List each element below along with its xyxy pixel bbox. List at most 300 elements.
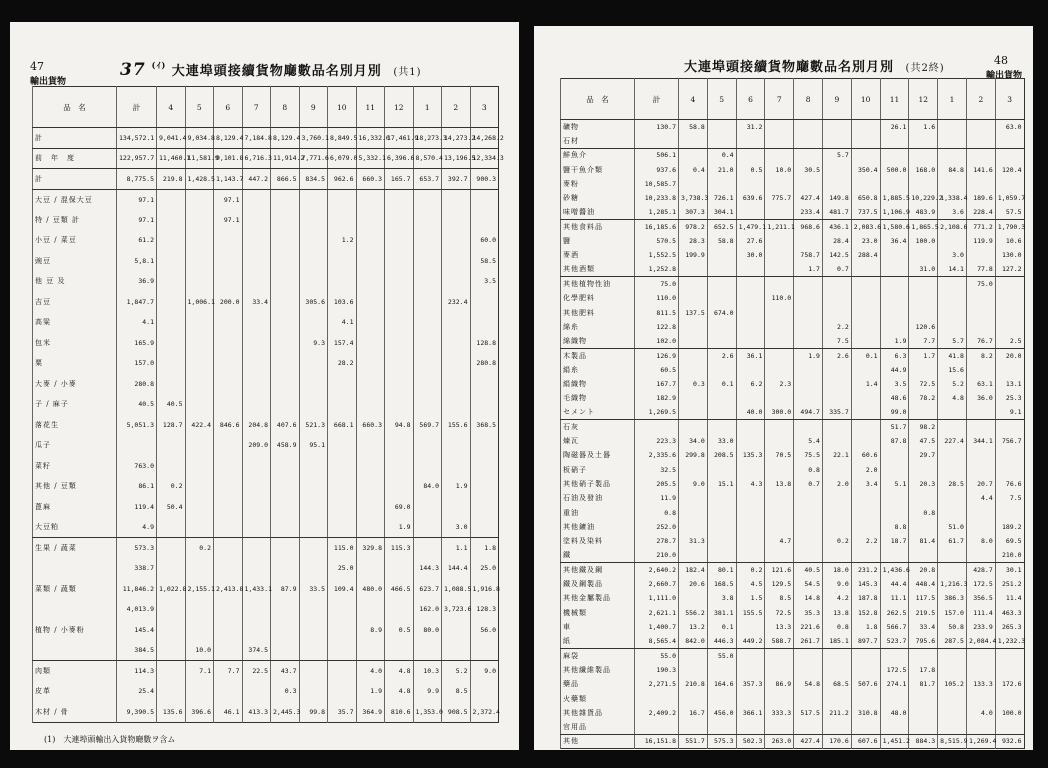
cell: 481.7 — [822, 205, 851, 219]
cell — [880, 177, 909, 191]
cell: 130.7 — [635, 120, 679, 134]
cell: 261.7 — [794, 634, 823, 648]
cell: 40.5 — [794, 563, 823, 577]
cell: 94.8 — [385, 415, 414, 436]
cell: 4.3 — [736, 477, 765, 491]
cell — [157, 210, 186, 231]
cell — [242, 538, 271, 559]
cell: 2.2 — [851, 534, 880, 548]
cell: 60.0 — [470, 230, 499, 251]
cell — [794, 334, 823, 348]
cell — [328, 271, 357, 292]
cell — [995, 463, 1024, 477]
cell — [966, 305, 995, 319]
cell — [794, 506, 823, 520]
table-row — [33, 435, 499, 456]
cell — [214, 333, 243, 354]
cell — [413, 312, 442, 333]
row-label: 前 年 度 — [33, 148, 117, 169]
cell — [707, 177, 736, 191]
cell: 133.3 — [966, 677, 995, 691]
cell — [966, 548, 995, 562]
cell: 8,849.5 — [328, 128, 357, 149]
cell: 17.8 — [909, 663, 938, 677]
table-row — [33, 681, 499, 702]
table-row — [561, 491, 1025, 505]
cell — [736, 277, 765, 291]
cell: 122.8 — [635, 320, 679, 334]
cell: 130.0 — [995, 248, 1024, 262]
cell: 232.4 — [442, 292, 471, 313]
row-label: 瓜子 — [33, 435, 117, 456]
cell — [328, 640, 357, 661]
cell — [995, 291, 1024, 305]
cell: 726.1 — [707, 191, 736, 205]
cell — [966, 448, 995, 462]
cell — [442, 497, 471, 518]
cell: 1.9 — [385, 517, 414, 538]
cell: 1.1 — [442, 538, 471, 559]
cell — [880, 320, 909, 334]
cell — [938, 506, 967, 520]
cell: 795.6 — [909, 634, 938, 648]
cell — [851, 334, 880, 348]
cell — [794, 320, 823, 334]
cell: 7,771.6 — [299, 148, 328, 169]
cell: 8.9 — [356, 620, 385, 641]
row-label: 煉瓦 — [561, 434, 635, 448]
cell — [242, 599, 271, 620]
row-label — [33, 558, 117, 579]
cell — [765, 363, 794, 377]
cell: 48.0 — [880, 706, 909, 720]
cell: 68.5 — [822, 677, 851, 691]
cell: 119.9 — [966, 234, 995, 248]
cell — [765, 334, 794, 348]
cell — [995, 720, 1024, 734]
cell — [214, 456, 243, 477]
cell: 422.4 — [185, 415, 214, 436]
cell: 22.5 — [242, 661, 271, 682]
cell: 650.8 — [851, 191, 880, 205]
row-label: 麥酒 — [561, 248, 635, 262]
cell: 449.2 — [736, 634, 765, 648]
cell: 344.1 — [966, 434, 995, 448]
cell — [822, 720, 851, 734]
table-row — [561, 463, 1025, 477]
cell: 26.1 — [880, 120, 909, 134]
header-col-2: 4 — [157, 87, 186, 128]
cell — [851, 548, 880, 562]
cell — [909, 291, 938, 305]
cell — [851, 291, 880, 305]
cell: 274.1 — [880, 677, 909, 691]
cell: 31.2 — [736, 120, 765, 134]
table-row — [33, 476, 499, 497]
cell: 20.7 — [966, 477, 995, 491]
cell — [328, 456, 357, 477]
cell — [909, 134, 938, 148]
cell: 12,334.3 — [470, 148, 499, 169]
right-section-label: 輸出貨物 — [986, 71, 1023, 81]
table-row — [561, 277, 1025, 291]
cell — [413, 394, 442, 415]
table-row — [33, 230, 499, 251]
cell — [185, 333, 214, 354]
cell — [442, 251, 471, 272]
cell: 4.8 — [938, 391, 967, 405]
cell — [707, 463, 736, 477]
cell — [214, 517, 243, 538]
cell — [356, 497, 385, 518]
table-row — [33, 189, 499, 210]
cell: 2,413.8 — [214, 579, 243, 600]
cell: 0.8 — [909, 506, 938, 520]
cell — [470, 189, 499, 210]
table-row — [561, 405, 1025, 419]
cell: 114.3 — [117, 661, 157, 682]
cell: 15.1 — [707, 477, 736, 491]
cell: 168.0 — [909, 162, 938, 176]
table-row — [561, 191, 1025, 205]
cell — [765, 420, 794, 434]
table-row — [561, 591, 1025, 605]
cell — [679, 134, 708, 148]
cell — [736, 291, 765, 305]
cell: 310.8 — [851, 706, 880, 720]
cell — [794, 305, 823, 319]
cell — [635, 720, 679, 734]
cell: 0.7 — [822, 262, 851, 276]
cell — [413, 230, 442, 251]
row-label: 石材 — [561, 134, 635, 148]
cell — [822, 277, 851, 291]
cell: 456.0 — [707, 706, 736, 720]
cell: 16.7 — [679, 706, 708, 720]
cell — [157, 189, 186, 210]
cell — [385, 271, 414, 292]
cell: 13.8 — [822, 606, 851, 620]
row-label: 木製品 — [561, 348, 635, 362]
cell: 47.5 — [909, 434, 938, 448]
cell — [242, 394, 271, 415]
cell: 937.6 — [635, 162, 679, 176]
cell: 1.7 — [909, 348, 938, 362]
cell: 36.4 — [880, 234, 909, 248]
table-row — [561, 134, 1025, 148]
table-row — [561, 234, 1025, 248]
cell: 30.5 — [794, 162, 823, 176]
cell: 8.5 — [442, 681, 471, 702]
cell: 413.3 — [242, 702, 271, 723]
cell: 3.5 — [470, 271, 499, 292]
cell: 128.8 — [470, 333, 499, 354]
cell: 446.3 — [707, 634, 736, 648]
cell: 16,151.8 — [635, 734, 679, 748]
cell — [765, 491, 794, 505]
cell: 569.7 — [413, 415, 442, 436]
left-page — [10, 22, 519, 750]
cell: 653.7 — [413, 169, 442, 190]
cell — [880, 277, 909, 291]
cell — [328, 251, 357, 272]
cell: 182.9 — [635, 391, 679, 405]
header-col-6: 8 — [271, 87, 300, 128]
cell — [736, 420, 765, 434]
cell: 737.5 — [851, 205, 880, 219]
row-label — [33, 599, 117, 620]
header-col-2: 4 — [679, 79, 708, 120]
cell — [966, 177, 995, 191]
cell: 105.2 — [938, 677, 967, 691]
cell: 200.0 — [214, 292, 243, 313]
cell: 884.3 — [909, 734, 938, 748]
cell — [299, 353, 328, 374]
cell: 16,332.0 — [356, 128, 385, 149]
cell: 1,433.1 — [242, 579, 271, 600]
cell — [214, 681, 243, 702]
cell: 50.8 — [938, 620, 967, 634]
row-label: 子 / 麻子 — [33, 394, 117, 415]
cell — [938, 148, 967, 162]
table-row — [33, 148, 499, 169]
cell: 1,216.3 — [938, 577, 967, 591]
cell — [413, 538, 442, 559]
cell: 3,738.3 — [679, 191, 708, 205]
cell: 2.0 — [851, 463, 880, 477]
cell: 33.4 — [242, 292, 271, 313]
cell — [442, 210, 471, 231]
cell: 221.6 — [794, 620, 823, 634]
row-label: 鹽 — [561, 234, 635, 248]
cell — [794, 491, 823, 505]
cell — [765, 691, 794, 705]
cell: 127.2 — [995, 262, 1024, 276]
cell: 187.8 — [851, 591, 880, 605]
cell — [707, 320, 736, 334]
cell — [909, 177, 938, 191]
cell: 120.6 — [909, 320, 938, 334]
cell: 28.3 — [679, 234, 708, 248]
cell: 280.8 — [470, 353, 499, 374]
cell: 7.5 — [995, 491, 1024, 505]
cell: 1,232.3 — [995, 634, 1024, 648]
cell — [385, 599, 414, 620]
cell: 43.7 — [271, 661, 300, 682]
cell — [679, 663, 708, 677]
cell: 6.3 — [880, 348, 909, 362]
cell: 4.8 — [385, 681, 414, 702]
cell — [299, 620, 328, 641]
cell: 307.3 — [679, 205, 708, 219]
cell: 35.3 — [794, 606, 823, 620]
cell — [765, 548, 794, 562]
cell: 1,269.5 — [635, 405, 679, 419]
cell — [765, 663, 794, 677]
cell: 502.3 — [736, 734, 765, 748]
cell — [185, 374, 214, 395]
cell: 8,570.4 — [413, 148, 442, 169]
cell — [385, 292, 414, 313]
cell: 9,390.5 — [117, 702, 157, 723]
cell: 1.9 — [356, 681, 385, 702]
cell: 86.1 — [117, 476, 157, 497]
cell — [707, 120, 736, 134]
cell — [707, 691, 736, 705]
cell: 556.2 — [679, 606, 708, 620]
cell: 1,916.8 — [470, 579, 499, 600]
cell: 1,428.5 — [185, 169, 214, 190]
cell: 10,233.8 — [635, 191, 679, 205]
table-row — [561, 248, 1025, 262]
cell — [242, 456, 271, 477]
cell — [794, 234, 823, 248]
cell — [851, 262, 880, 276]
row-label: 藥品 — [561, 677, 635, 691]
cell — [679, 348, 708, 362]
row-label: 鮮魚介 — [561, 148, 635, 162]
table-row — [33, 538, 499, 559]
cell: 129.5 — [765, 577, 794, 591]
cell — [909, 363, 938, 377]
cell — [938, 563, 967, 577]
cell — [299, 661, 328, 682]
cell: 3.0 — [442, 517, 471, 538]
cell — [794, 363, 823, 377]
cell — [157, 620, 186, 641]
header-col-3: 5 — [185, 87, 214, 128]
cell — [707, 291, 736, 305]
cell: 639.6 — [736, 191, 765, 205]
cell: 0.5 — [736, 162, 765, 176]
cell: 14,273.2 — [442, 128, 471, 149]
table-row — [33, 210, 499, 231]
row-label: 其他雜貨品 — [561, 706, 635, 720]
cell: 9.1 — [995, 405, 1024, 419]
cell: 1.6 — [909, 120, 938, 134]
cell — [909, 548, 938, 562]
cell: 128.3 — [470, 599, 499, 620]
cell — [938, 134, 967, 148]
cell: 115.0 — [328, 538, 357, 559]
cell — [822, 506, 851, 520]
cell: 2,640.2 — [635, 563, 679, 577]
table-row — [33, 374, 499, 395]
cell — [328, 620, 357, 641]
cell — [909, 520, 938, 534]
left-title-part: (共1) — [393, 67, 422, 78]
cell: 364.9 — [356, 702, 385, 723]
cell: 968.6 — [794, 220, 823, 234]
cell: 142.5 — [822, 248, 851, 262]
row-label: 其他 — [561, 734, 635, 748]
cell: 0.1 — [851, 348, 880, 362]
cell — [707, 720, 736, 734]
row-label: 鹽干魚介類 — [561, 162, 635, 176]
cell: 5.7 — [822, 148, 851, 162]
cell — [938, 720, 967, 734]
cell: 5.2 — [938, 377, 967, 391]
cell: 11,460.1 — [157, 148, 186, 169]
cell — [470, 292, 499, 313]
cell — [214, 271, 243, 292]
cell: 623.7 — [413, 579, 442, 600]
cell: 280.8 — [117, 374, 157, 395]
table-row — [33, 599, 499, 620]
cell: 2,445.3 — [271, 702, 300, 723]
cell — [822, 363, 851, 377]
row-label: 重油 — [561, 506, 635, 520]
cell — [157, 681, 186, 702]
cell — [356, 517, 385, 538]
cell — [707, 405, 736, 419]
cell: 2,084.4 — [966, 634, 995, 648]
cell — [328, 394, 357, 415]
cell — [880, 648, 909, 662]
cell: 1.8 — [851, 620, 880, 634]
cell — [679, 720, 708, 734]
cell: 170.6 — [822, 734, 851, 748]
cell: 0.2 — [157, 476, 186, 497]
cell — [736, 305, 765, 319]
table-row — [561, 120, 1025, 134]
cell — [822, 305, 851, 319]
cell — [185, 312, 214, 333]
cell: 11.9 — [635, 491, 679, 505]
cell: 31.3 — [679, 534, 708, 548]
cell: 182.4 — [679, 563, 708, 577]
cell — [299, 456, 328, 477]
cell: 978.2 — [679, 220, 708, 234]
cell: 81.7 — [909, 677, 938, 691]
cell — [736, 720, 765, 734]
row-label: 味噌醬油 — [561, 205, 635, 219]
cell — [765, 463, 794, 477]
cell: 84.0 — [413, 476, 442, 497]
cell: 573.3 — [117, 538, 157, 559]
cell — [356, 312, 385, 333]
left-page-number: 47 — [30, 60, 44, 73]
cell: 10.6 — [995, 234, 1024, 248]
cell — [707, 134, 736, 148]
cell — [966, 506, 995, 520]
cell: 1,059.7 — [995, 191, 1024, 205]
cell — [413, 517, 442, 538]
cell — [938, 277, 967, 291]
cell: 507.6 — [851, 677, 880, 691]
cell — [635, 420, 679, 434]
cell: 20.3 — [909, 477, 938, 491]
cell — [442, 312, 471, 333]
header-col-7: 9 — [299, 87, 328, 128]
cell — [442, 230, 471, 251]
cell: 155.5 — [736, 606, 765, 620]
cell — [299, 640, 328, 661]
cell — [635, 691, 679, 705]
cell — [356, 476, 385, 497]
cell: 58.8 — [707, 234, 736, 248]
row-label: 特 / 豆類 計 — [33, 210, 117, 231]
cell: 407.6 — [271, 415, 300, 436]
cell — [909, 463, 938, 477]
cell — [413, 435, 442, 456]
cell — [185, 353, 214, 374]
cell — [185, 497, 214, 518]
cell: 233.9 — [966, 620, 995, 634]
row-label: 他 豆 及 — [33, 271, 117, 292]
cell: 98.2 — [909, 420, 938, 434]
cell — [299, 251, 328, 272]
